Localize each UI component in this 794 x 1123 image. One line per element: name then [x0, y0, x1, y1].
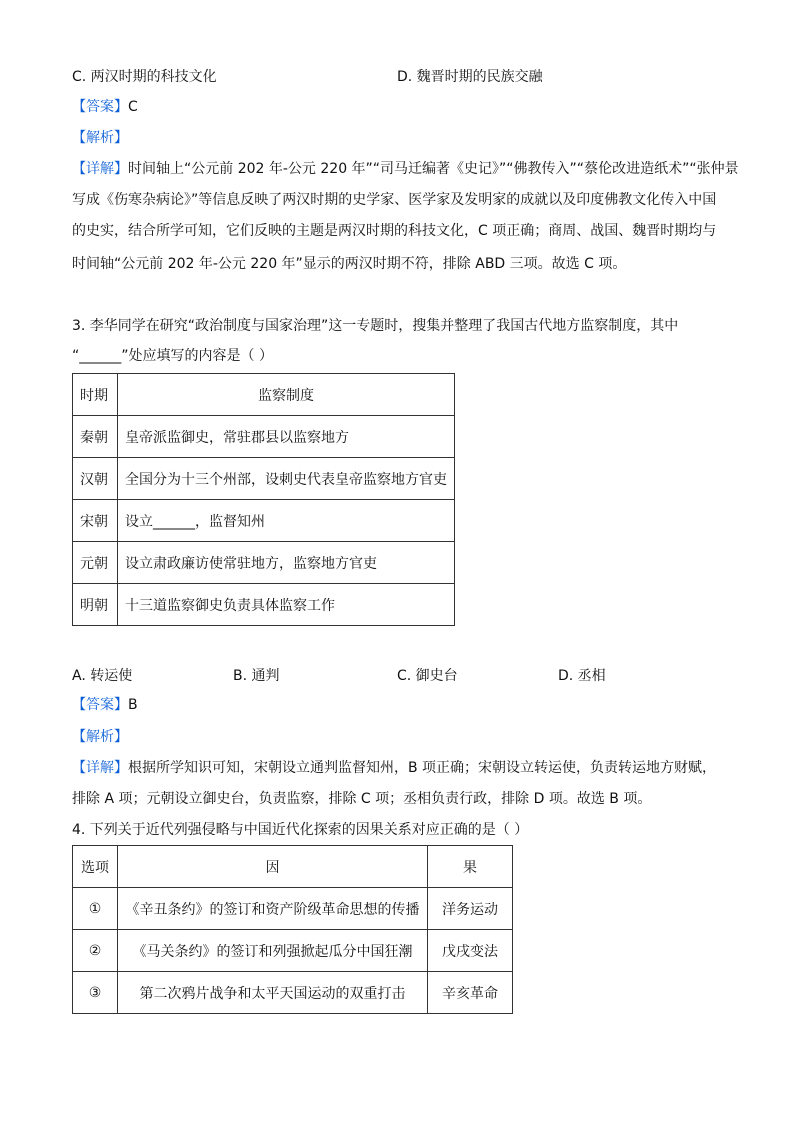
table-cell: 戊戌变法 [428, 930, 513, 972]
q3-option-c: C. 御史台 [397, 668, 458, 684]
table-cell: 十三道监察御史负责具体监察工作 [118, 584, 455, 626]
table-cell: ② [73, 930, 118, 972]
q2-detail-line-3: 的史实，结合所学可知，它们反映的主题是两汉时期的科技文化，C 项正确；商周、战国、魏晋时期均与 [72, 223, 717, 239]
q3-stem-line-2: “______”处应填写的内容是（ ） [72, 348, 273, 364]
q2-detail-line-1 [72, 159, 739, 179]
detail-text: 时间轴上“公元前 202 年-公元 220 年”“司马迁编著《史记》”“佛教传入”“蔡伦改进造纸术”“张仲景 [128, 161, 739, 177]
table-cell: 辛亥革命 [428, 972, 513, 1014]
table-cell: 第二次鸦片战争和太平天国运动的双重打击 [118, 972, 428, 1014]
table-cell: 元朝 [73, 542, 118, 584]
q2-detail-line-2: 写成《伤寒杂病论》”等信息反映了两汉时期的史学家、医学家及发明家的成就以及印度佛教文化传入中国 [72, 192, 717, 208]
table-row [73, 930, 513, 972]
table-header-cell: 时期 [73, 374, 118, 416]
q3-answer [72, 695, 138, 715]
answer-value: C [128, 99, 138, 115]
table-header-cell: 果 [428, 846, 513, 888]
q3-analysis-tag: 【解析】 [72, 729, 128, 745]
table-row [73, 500, 455, 542]
q2-analysis-tag: 【解析】 [72, 130, 128, 146]
table-row [73, 584, 455, 626]
answer-tag: 【答案】 [72, 99, 128, 115]
q3-option-b: B. 通判 [233, 668, 280, 684]
table-row [73, 416, 455, 458]
q2-option-d: D. 魏晋时期的民族交融 [397, 69, 543, 85]
q3-option-a: A. 转运使 [72, 668, 133, 684]
q3-option-d: D. 丞相 [558, 668, 606, 684]
q3-table [72, 373, 455, 626]
table-cell: 明朝 [73, 584, 118, 626]
table-header-cell: 选项 [73, 846, 118, 888]
table-header-cell: 因 [118, 846, 428, 888]
q2-option-c: C. 两汉时期的科技文化 [72, 69, 217, 85]
table-cell: ① [73, 888, 118, 930]
q2-detail-line-4: 时间轴“公元前 202 年-公元 220 年”显示的两汉时期不符，排除 ABD 三项。故选 C 项。 [72, 256, 627, 272]
q3-stem-line-1: 3. 李华同学在研究“政治制度与国家治理”这一专题时，搜集并整理了我国古代地方监察制度，其中 [72, 318, 679, 334]
table-header-cell: 监察制度 [118, 374, 455, 416]
table-cell: 秦朝 [73, 416, 118, 458]
answer-tag: 【答案】 [72, 697, 128, 713]
table-header-row [73, 374, 455, 416]
table-cell: ③ [73, 972, 118, 1014]
table-row [73, 542, 455, 584]
table-row [73, 972, 513, 1014]
table-row [73, 888, 513, 930]
table-cell: 皇帝派监御史，常驻郡县以监察地方 [118, 416, 455, 458]
table-cell: 《马关条约》的签订和列强掀起瓜分中国狂潮 [118, 930, 428, 972]
table-cell: 宋朝 [73, 500, 118, 542]
table-cell: 洋务运动 [428, 888, 513, 930]
q4-table [72, 845, 513, 1014]
table-cell: 全国分为十三个州部，设刺史代表皇帝监察地方官吏 [118, 458, 455, 500]
table-cell: 汉朝 [73, 458, 118, 500]
table-row [73, 458, 455, 500]
q4-stem: 4. 下列关于近代列强侵略与中国近代化探索的因果关系对应正确的是（ ） [72, 822, 529, 838]
table-header-row [73, 846, 513, 888]
q3-detail-line-1 [72, 758, 716, 778]
q3-detail-line-2: 排除 A 项；元朝设立御史台，负责监察，排除 C 项；丞相负责行政，排除 D 项。故选 B 项。 [72, 791, 652, 807]
detail-tag: 【详解】 [72, 161, 128, 177]
table-cell: 设立______，监督知州 [118, 500, 455, 542]
table-cell: 设立肃政廉访使常驻地方，监察地方官吏 [118, 542, 455, 584]
answer-value: B [128, 697, 138, 713]
table-cell: 《辛丑条约》的签订和资产阶级革命思想的传播 [118, 888, 428, 930]
detail-text: 根据所学知识可知，宋朝设立通判监督知州，B 项正确；宋朝设立转运使，负责转运地方财赋， [128, 760, 717, 776]
q2-answer [72, 97, 138, 117]
detail-tag: 【详解】 [72, 760, 128, 776]
